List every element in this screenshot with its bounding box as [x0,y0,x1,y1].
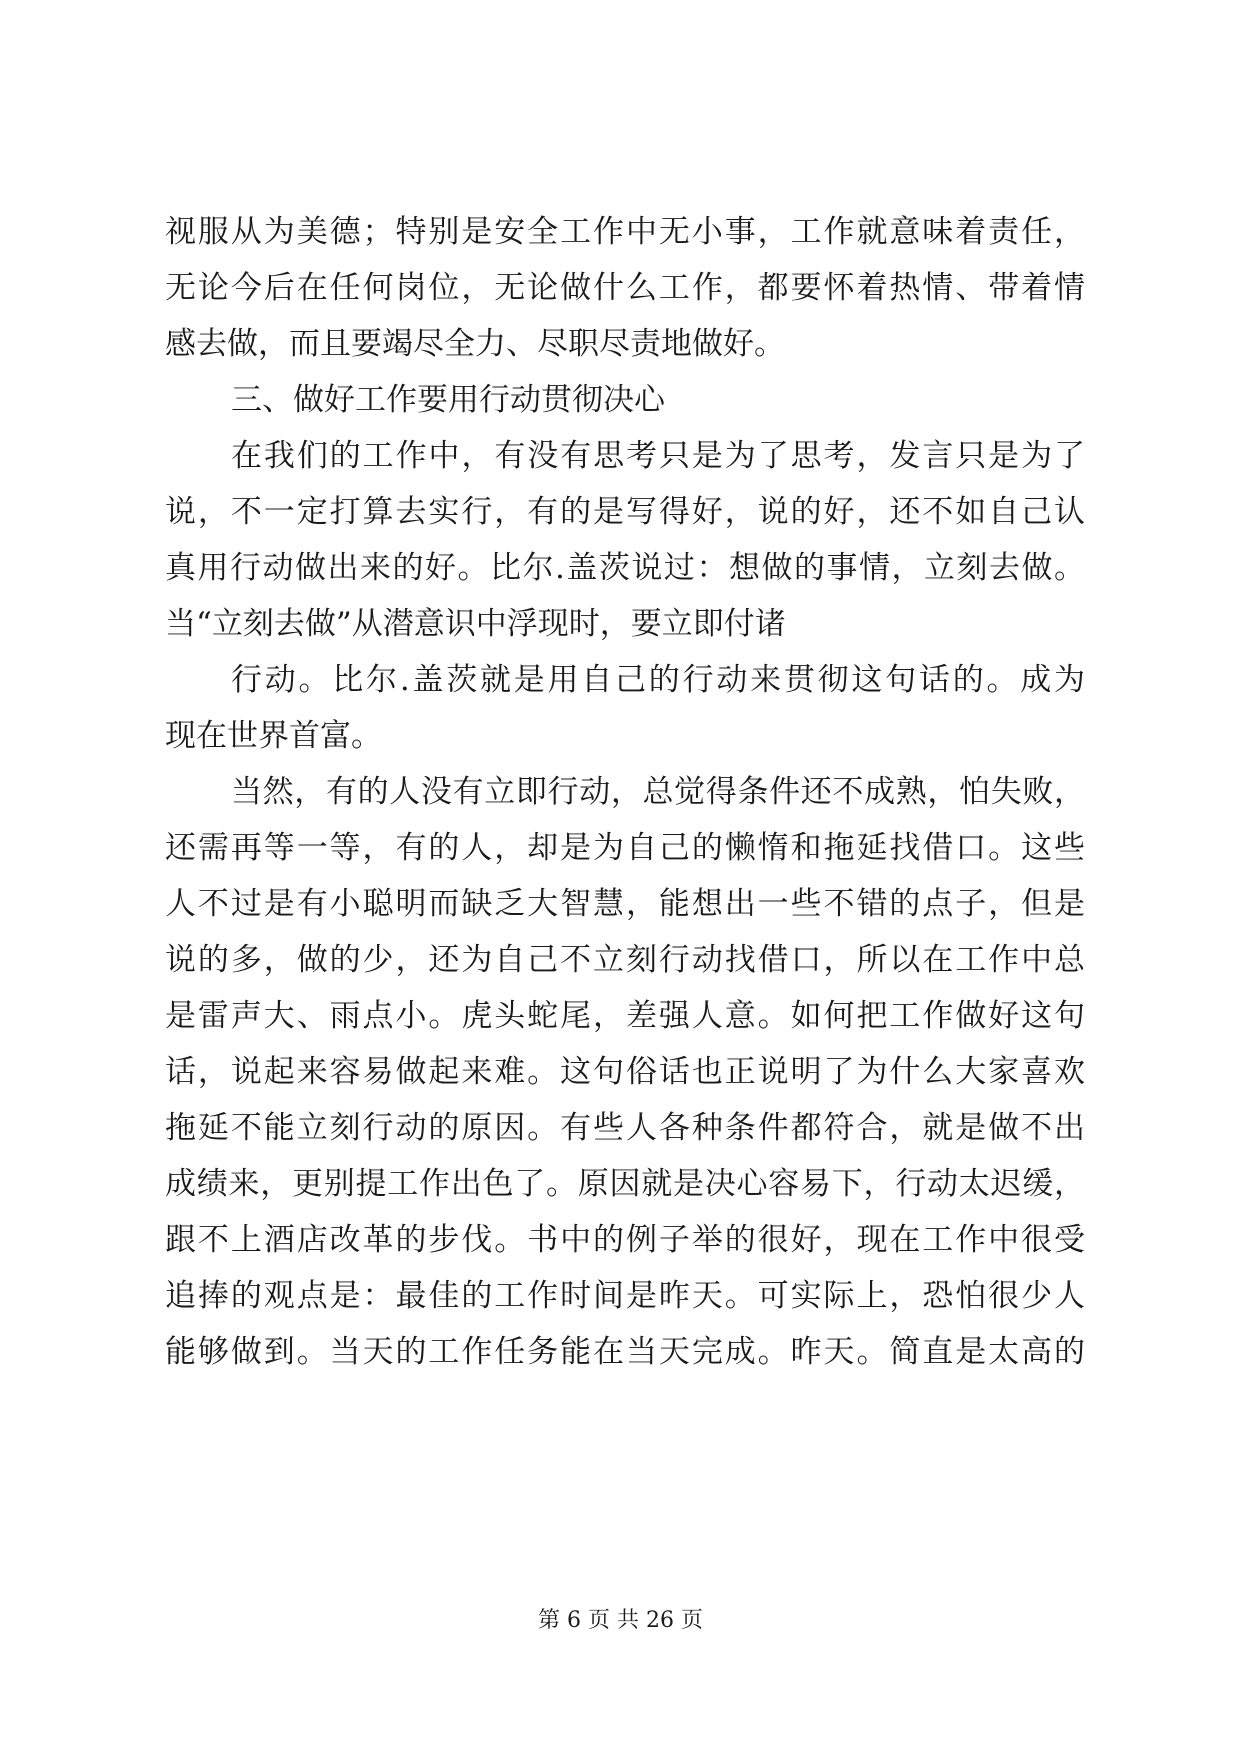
text-line: 说的多，做的少，还为自己不立刻行动找借口，所以在工作中总 [165,942,1085,978]
text-line: 跟不上酒店改革的步伐。书中的例子举的很好，现在工作中很受 [165,1222,1085,1258]
page-number-footer: 第 6 页 共 26 页 [538,1608,703,1633]
text-line: 当“立刻去做”从潜意识中浮现时，要立即付诸 [165,606,786,642]
text-line: 现在世界首富。 [165,718,382,754]
text-line: 说，不一定打算去实行，有的是写得好，说的好，还不如自己认 [165,494,1085,530]
text-line: 行动。比尔.盖茨就是用自己的行动来贯彻这句话的。成为 [231,662,1085,698]
text-line: 拖延不能立刻行动的原因。有些人各种条件都符合，就是做不出 [165,1110,1085,1146]
text-line: 话，说起来容易做起来难。这句俗话也正说明了为什么大家喜欢 [165,1054,1085,1090]
text-line: 无论今后在任何岗位，无论做什么工作，都要怀着热情、带着情 [165,270,1085,306]
text-line: 当然，有的人没有立即行动，总觉得条件还不成熟，怕失败， [231,774,1085,810]
text-line: 真用行动做出来的好。比尔.盖茨说过：想做的事情，立刻去做。 [165,550,1085,586]
text-line: 能够做到。当天的工作任务能在当天完成。昨天。简直是太高的 [165,1334,1085,1370]
text-line: 在我们的工作中，有没有思考只是为了思考，发言只是为了 [231,438,1085,474]
text-line: 追捧的观点是：最佳的工作时间是昨天。可实际上，恐怕很少人 [165,1278,1085,1314]
text-line: 感去做，而且要竭尽全力、尽职尽责地做好。 [165,326,785,362]
text-line: 成绩来，更别提工作出色了。原因就是决心容易下，行动太迟缓， [165,1166,1085,1202]
text-line: 还需再等一等，有的人，却是为自己的懒惰和拖延找借口。这些 [165,830,1085,866]
text-line: 视服从为美德；特别是安全工作中无小事，工作就意味着责任， [165,214,1085,250]
text-line: 是雷声大、雨点小。虎头蛇尾，差强人意。如何把工作做好这句 [165,998,1085,1034]
text-line: 人不过是有小聪明而缺乏大智慧，能想出一些不错的点子，但是 [165,886,1085,922]
section-heading: 三、做好工作要用行动贯彻决心 [231,382,665,418]
